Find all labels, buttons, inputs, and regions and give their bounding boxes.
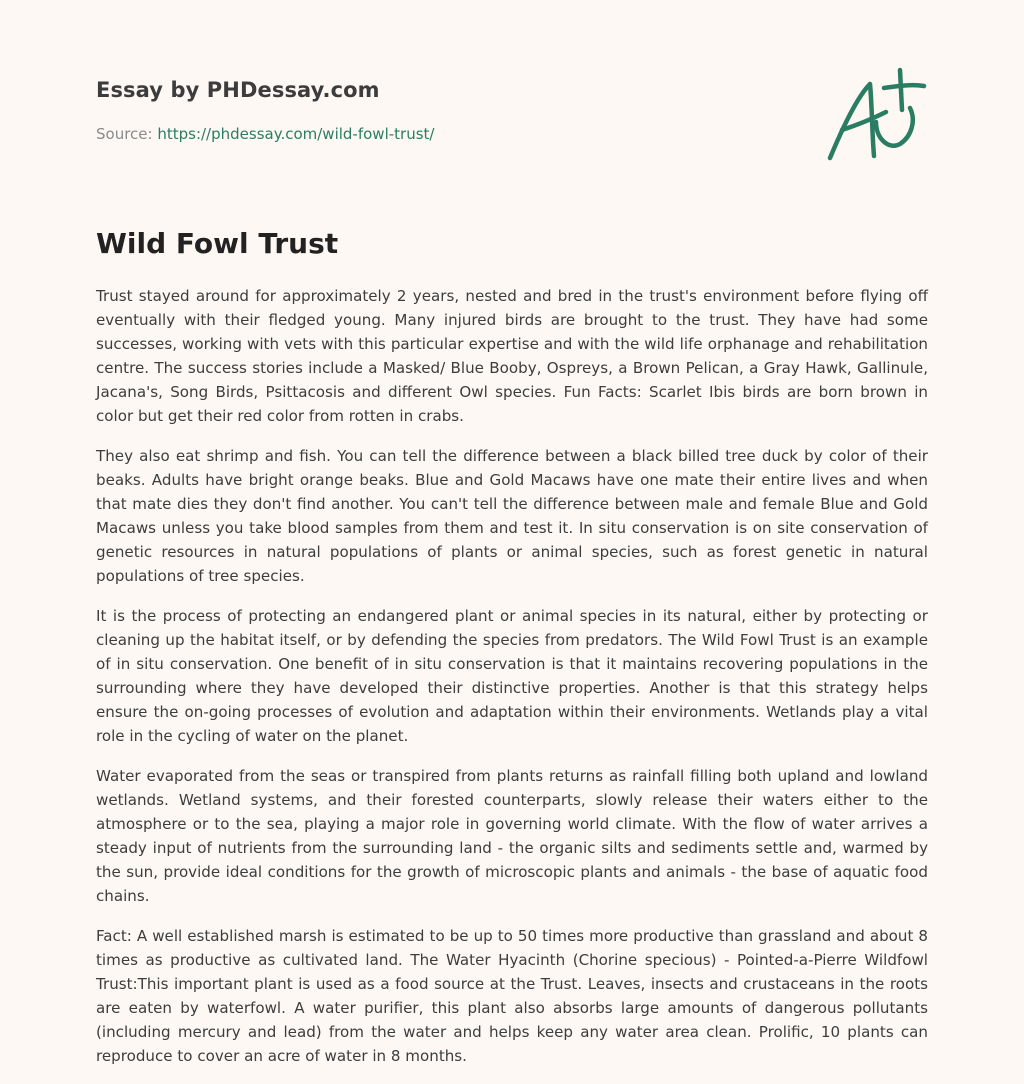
paragraph: It is the process of protecting an endangered plant or animal species in its natural, either by protecting or cleaning up the habitat itself, or by defending the species from predators. The Wild Fowl Trust is an example of in situ conservation. One benefit of in situ conservation is that it maintains recovering populations in the surrounding where they have developed their distinctive properties. Another is that this strategy helps ensure the on-going processes of evolution and adaptation within their environments. Wetlands play a vital role in the cycling of water on the planet. bbox=[96, 607, 928, 745]
brand-name: Essay by PHDessay.com bbox=[96, 78, 380, 102]
source-line bbox=[96, 124, 434, 144]
source-link[interactable]: https://phdessay.com/wild-fowl-trust/ bbox=[157, 125, 435, 143]
essay-body bbox=[96, 284, 928, 1084]
paragraph: Trust stayed around for approximately 2 years, nested and bred in the trust's environment before flying off eventually with their fledged young. Many injured birds are brought to the trust. They have had some successes, working with vets with this particular expertise and with the wild life orphanage and rehabilitation centre. The success stories include a Masked/ Blue Booby, Ospreys, a Brown Pelican, a Gray Hawk, Gallinule, Jacana's, Song Birds, Psittacosis and different Owl species. Fun Facts: Scarlet Ibis birds are born brown in color but get their red color from rotten in crabs. bbox=[96, 287, 928, 425]
essay-title: Wild Fowl Trust bbox=[96, 227, 339, 260]
source-label: Source: bbox=[96, 125, 158, 143]
paragraph: Fact: A well established marsh is estimated to be up to 50 times more productive than grassland and about 8 times as productive as cultivated land. The Water Hyacinth (Chorine specious) - Pointed-a-Pierre Wildfowl Trust:This important plant is used as a food source at the Trust. Leaves, insects and crustaceans in the roots are eaten by waterfowl. A water purifier, this plant also absorbs large amounts of dangerous pollutants (including mercury and lead) from the water and helps keep any water area clean. Prolific, 10 plants can reproduce to cover an acre of water in 8 months. bbox=[96, 927, 928, 1065]
paragraph: They also eat shrimp and fish. You can tell the difference between a black billed tree duck by color of their beaks. Adults have bright orange beaks. Blue and Gold Macaws have one mate their entire lives and when that mate dies they don't find another. You can't tell the difference between male and female Blue and Gold Macaws unless you take blood samples from them and test it. In situ conservation is on site conservation of genetic resources in natural populations of plants or animal species, such as forest genetic in natural populations of tree species. bbox=[96, 447, 928, 585]
a-plus-grade-icon bbox=[820, 64, 932, 168]
paragraph: Water evaporated from the seas or transpired from plants returns as rainfall filling both upland and lowland wetlands. Wetland systems, and their forested counterparts, slowly release their waters either to the atmosphere or to the sea, playing a major role in governing world climate. With the flow of water arrives a steady input of nutrients from the surrounding land - the organic silts and sediments settle and, warmed by the sun, provide ideal conditions for the growth of microscopic plants and animals - the base of aquatic food chains. bbox=[96, 767, 928, 905]
essay-header bbox=[96, 76, 928, 176]
